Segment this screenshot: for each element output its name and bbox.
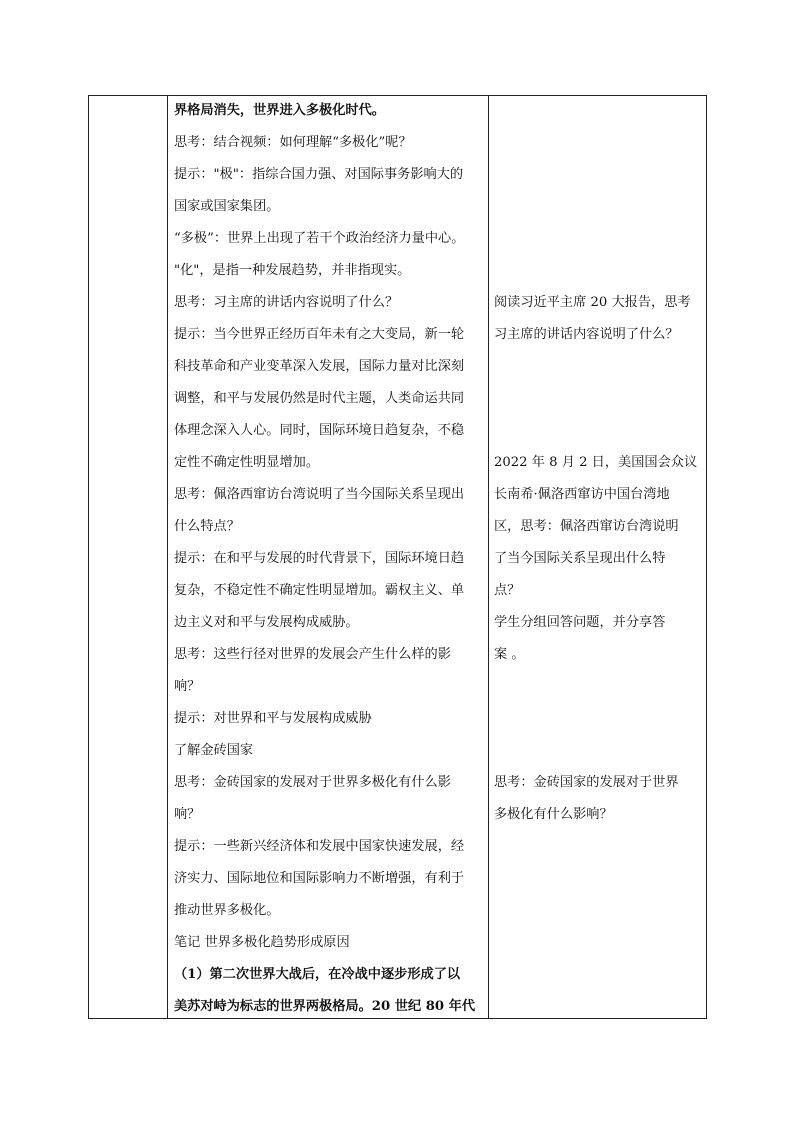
- middle-line-17: 边主义对和平与发展构成威胁。: [174, 615, 359, 630]
- right-line-5: 区，思考：佩洛西窜访台湾说明: [494, 519, 679, 534]
- middle-line-23: 响？: [174, 807, 201, 822]
- right-line-11: 多极化有什么影响？: [494, 807, 613, 822]
- middle-line-24: 提示：一些新兴经济体和发展中国家快速发展，经: [174, 839, 465, 854]
- middle-line-3: 提示："极"：指综合国力强、对国际事务影响大的: [174, 167, 464, 182]
- right-line-9: 案 。: [494, 647, 525, 662]
- middle-line-16: 复杂，不稳定性不确定性明显增加。霸权主义、单: [174, 583, 465, 598]
- right-line-4: 长南希·佩洛西窜访中国台湾地: [494, 487, 670, 502]
- middle-line-22: 思考：金砖国家的发展对于世界多极化有什么影: [174, 775, 451, 790]
- middle-line-1: 界格局消失，世界进入多极化时代。: [174, 103, 385, 118]
- middle-line-19: 响？: [174, 679, 201, 694]
- middle-line-18: 思考：这些行径对世界的发展会产生什么样的影: [174, 647, 451, 662]
- middle-line-29: 美苏对峙为标志的世界两极格局。20 世纪 80 年代: [174, 999, 476, 1014]
- right-line-8: 学生分组回答问题，并分享答: [494, 615, 666, 630]
- middle-line-5: “多极”：世界上出现了若干个政治经济力量中心。: [174, 231, 465, 246]
- middle-line-13: 思考：佩洛西窜访台湾说明了当今国际关系呈现出: [174, 487, 465, 502]
- middle-line-7: 思考：习主席的讲话内容说明了什么？: [174, 295, 399, 310]
- right-line-10: 思考：金砖国家的发展对于世界: [494, 775, 679, 790]
- middle-line-21: 了解金砖国家: [174, 743, 254, 758]
- middle-line-14: 什么特点？: [174, 519, 240, 534]
- right-line-7: 点？: [494, 583, 521, 598]
- column-divider-left: [167, 96, 168, 1018]
- right-line-6: 了当今国际关系呈现出什么特: [494, 551, 666, 566]
- right-line-2: 习主席的讲话内容说明了什么？: [494, 327, 679, 342]
- middle-line-2: 思考：结合视频：如何理解“多极化”呢？: [174, 135, 412, 150]
- middle-line-8: 提示：当今世界正经历百年未有之大变局，新一轮: [174, 327, 465, 342]
- middle-line-9: 科技革命和产业变革深入发展，国际力量对比深刻: [174, 359, 465, 374]
- middle-line-12: 定性不确定性明显增加。: [174, 455, 320, 470]
- middle-line-10: 调整，和平与发展仍然是时代主题，人类命运共同: [174, 391, 465, 406]
- middle-line-11: 体理念深入人心。同时，国际环境日趋复杂，不稳: [174, 423, 465, 438]
- middle-line-6: "化"，是指一种发展趋势，并非指现实。: [174, 263, 411, 278]
- middle-line-28: （1）第二次世界大战后，在冷战中逐步形成了以: [174, 967, 461, 982]
- middle-line-25: 济实力、国际地位和国际影响力不断增强，有利于: [174, 871, 465, 886]
- column-divider-right: [488, 96, 489, 1018]
- middle-line-15: 提示：在和平与发展的时代背景下，国际环境日趋: [174, 551, 465, 566]
- right-line-3: 2022 年 8 月 2 日，美国国会众议: [494, 455, 698, 470]
- middle-line-20: 提示：对世界和平与发展构成威胁: [174, 711, 372, 726]
- right-line-1: 阅读习近平主席 20 大报告，思考: [494, 295, 691, 310]
- middle-line-27: 笔记 世界多极化趋势形成原因: [174, 935, 350, 950]
- middle-line-26: 推动世界多极化。: [174, 903, 280, 918]
- middle-line-4: 国家或国家集团。: [174, 199, 280, 214]
